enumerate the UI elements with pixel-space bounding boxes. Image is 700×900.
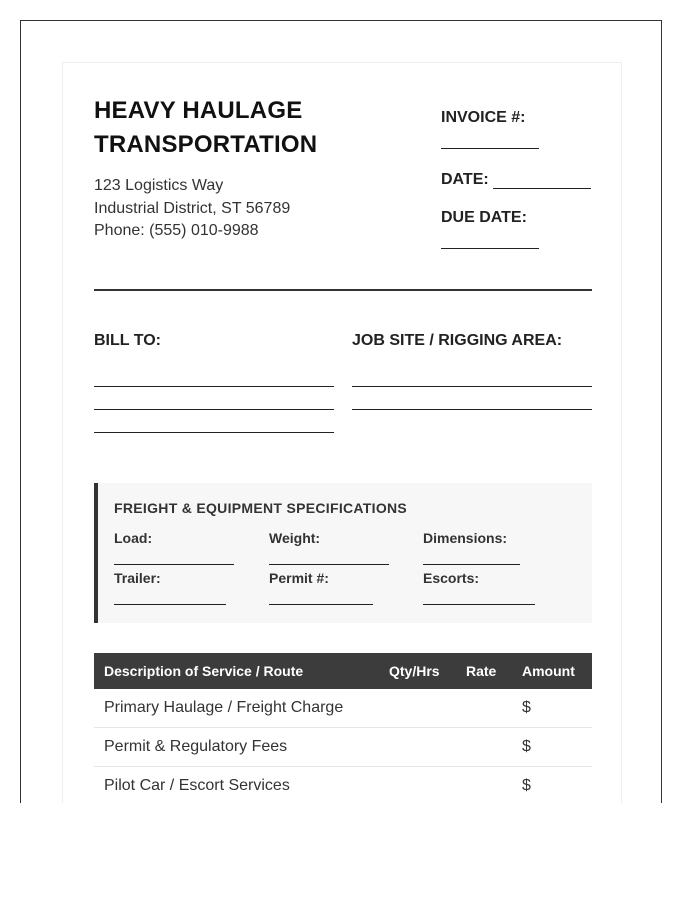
- escorts-label: Escorts:: [423, 570, 480, 586]
- invoice-number-label: INVOICE #:: [441, 109, 526, 126]
- row-amount: $: [522, 699, 531, 716]
- address-line2: Industrial District, ST 56789: [94, 199, 291, 217]
- header-divider: [94, 289, 592, 291]
- job-site-label: JOB SITE / RIGGING AREA:: [352, 332, 563, 349]
- freight-specs-box: [94, 483, 592, 623]
- company-name-line2: TRANSPORTATION: [94, 131, 318, 158]
- due-date-field[interactable]: [441, 247, 539, 249]
- dimensions-field[interactable]: [423, 564, 520, 565]
- due-date-label: DUE DATE:: [441, 209, 527, 226]
- date-field[interactable]: [493, 187, 591, 189]
- bill-to-line-2[interactable]: [94, 409, 334, 410]
- weight-field[interactable]: [269, 564, 389, 565]
- company-name: [94, 94, 364, 162]
- header-rate: Rate: [466, 663, 497, 679]
- row-description: Permit & Regulatory Fees: [104, 738, 288, 755]
- freight-specs-title: FREIGHT & EQUIPMENT SPECIFICATIONS: [114, 500, 408, 516]
- services-table-header: [94, 653, 592, 689]
- company-address: [94, 175, 290, 243]
- row-description: Primary Haulage / Freight Charge: [104, 699, 344, 716]
- trailer-field[interactable]: [114, 604, 226, 605]
- job-site-line-2[interactable]: [352, 409, 592, 410]
- load-label: Load:: [114, 530, 153, 546]
- bill-to-line-3[interactable]: [94, 432, 334, 433]
- table-row: [94, 689, 592, 728]
- row-amount: $: [522, 777, 531, 794]
- trailer-label: Trailer:: [114, 570, 161, 586]
- load-field[interactable]: [114, 564, 234, 565]
- row-description: Pilot Car / Escort Services: [104, 777, 290, 794]
- table-row: [94, 728, 592, 767]
- weight-label: Weight:: [269, 530, 321, 546]
- job-site-line-1[interactable]: [352, 386, 592, 387]
- permit-number-field[interactable]: [269, 604, 373, 605]
- company-phone: Phone: (555) 010-9988: [94, 222, 259, 239]
- table-row: [94, 767, 592, 803]
- document-viewport: [20, 20, 662, 803]
- permit-number-label: Permit #:: [269, 570, 329, 586]
- header-qty-hrs: Qty/Hrs: [389, 663, 440, 679]
- row-amount: $: [522, 738, 531, 755]
- dimensions-label: Dimensions:: [423, 530, 508, 546]
- date-label: DATE:: [441, 171, 489, 188]
- address-line1: 123 Logistics Way: [94, 177, 224, 194]
- bill-to-line-1[interactable]: [94, 386, 334, 387]
- header-description: Description of Service / Route: [104, 663, 304, 679]
- invoice-sheet: [62, 62, 622, 803]
- invoice-number-field[interactable]: [441, 147, 539, 149]
- header-amount: Amount: [522, 663, 575, 679]
- company-name-line1: HEAVY HAULAGE: [94, 97, 303, 124]
- escorts-field[interactable]: [423, 604, 535, 605]
- bill-to-label: BILL TO:: [94, 332, 161, 349]
